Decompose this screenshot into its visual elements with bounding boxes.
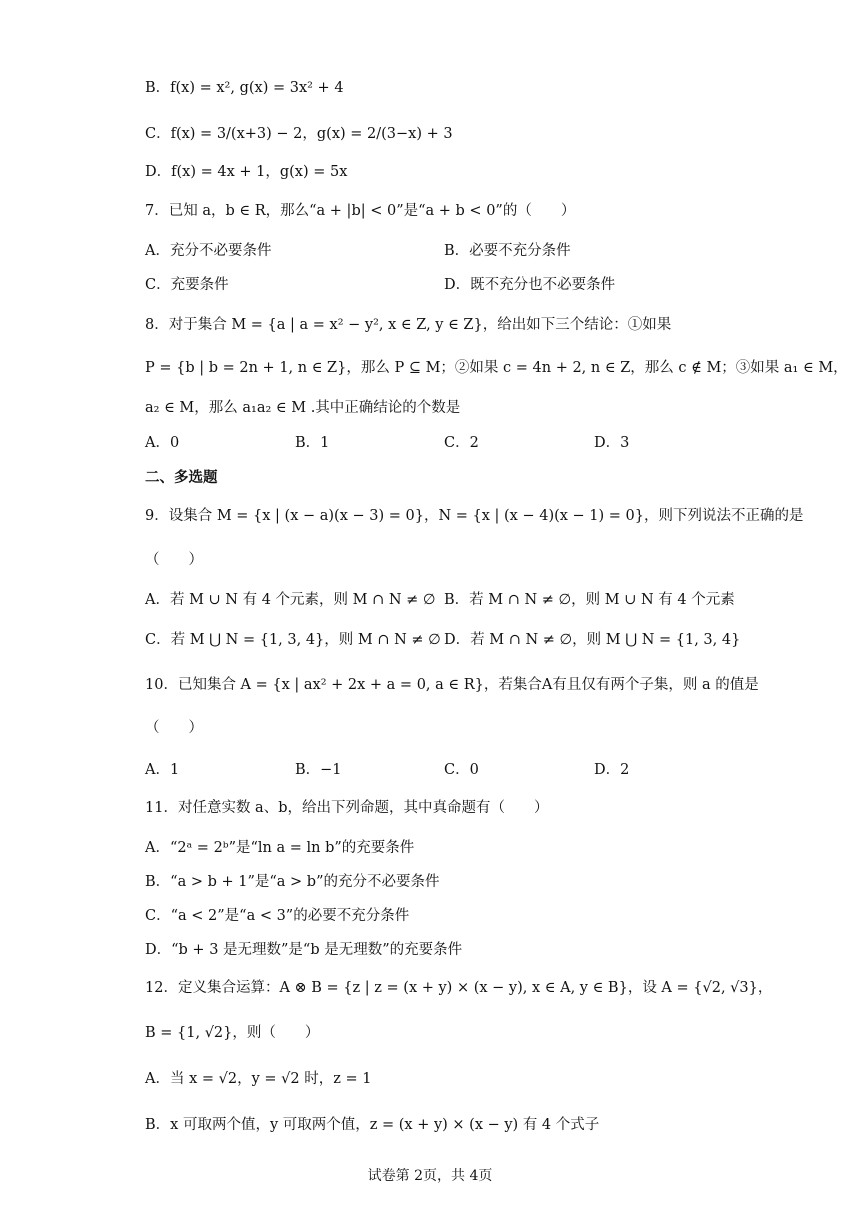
q10-option-a: A．1 — [145, 762, 180, 778]
q9-stem-line1: 9．设集合 M = {x | (x − a)(x − 3) = 0}，N = {x | (x − 4)(x − 1) = 0}，则下列说法不正确的是 — [145, 508, 804, 524]
q11-option-a: A．“2ᵃ = 2ᵇ”是“ln a = ln b”的充要条件 — [145, 840, 415, 856]
q8-stem-line1: 8．对于集合 M = {a | a = x² − y², x ∈ Z, y ∈ Z}，给出如下三个结论：①如果 — [145, 317, 672, 333]
q6-option-c: C．f(x) = 3/(x+3) − 2，g(x) = 2/(3−x) + 3 — [145, 126, 453, 142]
q8-option-c: C．2 — [444, 435, 479, 451]
q8-option-a: A．0 — [145, 435, 180, 451]
q12-option-a: A．当 x = √2，y = √2 时，z = 1 — [145, 1071, 372, 1087]
page-footer: 试卷第 2页，共 4页 — [367, 1168, 493, 1184]
q12-stem-line1: 12．定义集合运算：A ⊗ B = {z | z = (x + y) × (x − y), x ∈ A, y ∈ B}，设 A = {√2, √3}， — [145, 980, 773, 996]
q9-option-b: B．若 M ∩ N ≠ ∅，则 M ∪ N 有 4 个元素 — [444, 592, 735, 608]
q8-option-d: D．3 — [594, 435, 630, 451]
q10-stem-line1: 10．已知集合 A = {x | ax² + 2x + a = 0, a ∈ R}，若集合A有且仅有两个子集，则 a 的值是 — [145, 677, 759, 693]
q10-option-d: D．2 — [594, 762, 630, 778]
section-heading-multiple-choice: 二、多选题 — [145, 469, 218, 486]
q9-option-c: C．若 M ⋃ N = {1, 3, 4}，则 M ∩ N ≠ ∅ — [145, 632, 441, 648]
q12-option-b: B．x 可取两个值，y 可取两个值，z = (x + y) × (x − y) 有 4 个式子 — [145, 1117, 600, 1133]
q9-stem-line2: （ ） — [145, 552, 203, 568]
q10-option-c: C．0 — [444, 762, 479, 778]
q11-stem: 11．对任意实数 a、b，给出下列命题，其中真命题有（ ） — [145, 800, 549, 816]
q11-option-b: B．“a > b + 1”是“a > b”的充分不必要条件 — [145, 874, 440, 890]
q11-option-c: C．“a < 2”是“a < 3”的必要不充分条件 — [145, 908, 410, 924]
q10-stem-line2: （ ） — [145, 720, 203, 736]
q9-option-d: D．若 M ∩ N ≠ ∅，则 M ⋃ N = {1, 3, 4} — [444, 632, 741, 648]
q8-stem-line3: a₂ ∈ M，那么 a₁a₂ ∈ M .其中正确结论的个数是 — [145, 400, 461, 416]
q12-stem-line2: B = {1, √2}，则（ ） — [145, 1025, 320, 1041]
q9-option-a: A．若 M ∪ N 有 4 个元素，则 M ∩ N ≠ ∅ — [145, 592, 436, 608]
q11-option-d: D．“b + 3 是无理数”是“b 是无理数”的充要条件 — [145, 942, 463, 958]
q7-option-d: D．既不充分也不必要条件 — [444, 277, 616, 293]
q10-option-b: B．−1 — [295, 762, 342, 778]
q8-option-b: B．1 — [295, 435, 330, 451]
q7-option-b: B．必要不充分条件 — [444, 243, 571, 259]
q7-option-a: A．充分不必要条件 — [145, 243, 272, 259]
q8-stem-line2: P = {b | b = 2n + 1, n ∈ Z}，那么 P ⊆ M；②如果 c = 4n + 2, n ∈ Z，那么 c ∉ M；③如果 a₁ ∈ M， — [145, 360, 848, 376]
q6-option-b: B．f(x) = x², g(x) = 3x² + 4 — [145, 80, 344, 96]
q6-option-d: D．f(x) = 4x + 1，g(x) = 5x — [145, 164, 348, 180]
q7-option-c: C．充要条件 — [145, 277, 229, 293]
q7-stem: 7．已知 a，b ∈ R，那么“a + |b| < 0”是“a + b < 0”的（ ） — [145, 203, 576, 219]
